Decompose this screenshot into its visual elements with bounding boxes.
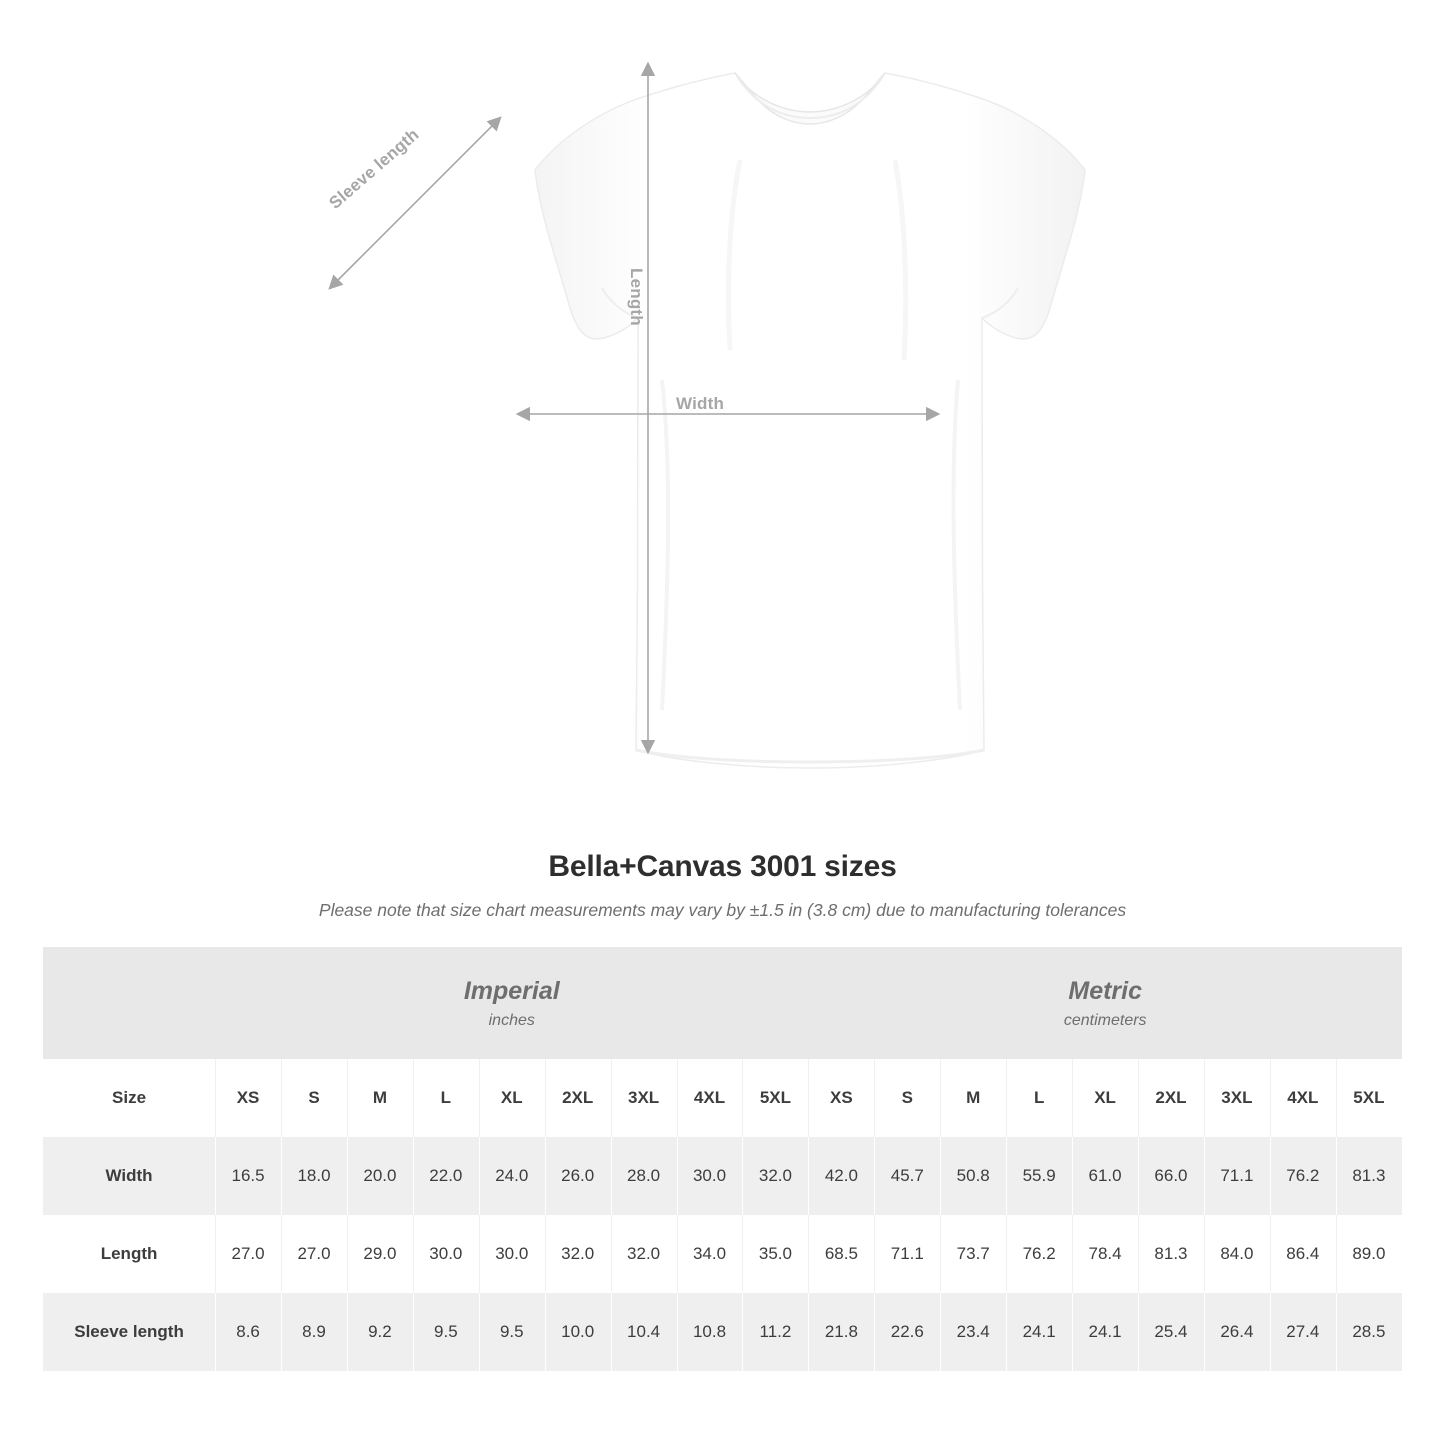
table-cell-width: 18.0: [281, 1137, 347, 1215]
size-col-header: 3XL: [1204, 1059, 1270, 1137]
table-cell-width: 32.0: [742, 1137, 808, 1215]
table-cell-sleeve: 26.4: [1204, 1293, 1270, 1371]
table-cell-sleeve: 8.6: [215, 1293, 281, 1371]
dimension-label-sleeve-length: Sleeve length: [325, 124, 423, 213]
table-cell-sleeve: 11.2: [742, 1293, 808, 1371]
table-cell-width: 55.9: [1006, 1137, 1072, 1215]
size-col-header: L: [413, 1059, 479, 1137]
table-cell-width: 61.0: [1072, 1137, 1138, 1215]
table-cell-length: 81.3: [1138, 1215, 1204, 1293]
unit-name-metric: Metric: [1068, 977, 1143, 1006]
table-cell-sleeve: 28.5: [1336, 1293, 1402, 1371]
table-cell-width: 20.0: [347, 1137, 413, 1215]
size-col-header: L: [1006, 1059, 1072, 1137]
size-col-header: M: [347, 1059, 413, 1137]
size-col-header: S: [874, 1059, 940, 1137]
table-cell-length: 84.0: [1204, 1215, 1270, 1293]
table-cell-sleeve: 23.4: [940, 1293, 1006, 1371]
table-cell-sleeve: 8.9: [281, 1293, 347, 1371]
page-title: Bella+Canvas 3001 sizes: [548, 850, 897, 883]
size-table-wrapper: [43, 947, 1402, 1371]
table-cell-length: 29.0: [347, 1215, 413, 1293]
table-cell-width: 22.0: [413, 1137, 479, 1215]
dimension-label-length: Length: [627, 268, 646, 326]
table-row-width: [43, 1137, 1402, 1215]
table-cell-width: 71.1: [1204, 1137, 1270, 1215]
table-cell-width: 50.8: [940, 1137, 1006, 1215]
size-col-header: 4XL: [1270, 1059, 1336, 1137]
row-label-length: Length: [43, 1215, 215, 1293]
size-col-header: XS: [808, 1059, 874, 1137]
tshirt-icon: [310, 50, 1110, 790]
table-cell-length: 68.5: [808, 1215, 874, 1293]
table-cell-width: 45.7: [874, 1137, 940, 1215]
table-cell-width: 66.0: [1138, 1137, 1204, 1215]
size-col-header: 3XL: [611, 1059, 677, 1137]
size-col-header: M: [940, 1059, 1006, 1137]
table-cell-length: 73.7: [940, 1215, 1006, 1293]
table-cell-sleeve: 21.8: [808, 1293, 874, 1371]
dimension-label-width: Width: [676, 394, 725, 413]
table-row-sleeve-length: [43, 1293, 1402, 1371]
table-cell-length: 30.0: [479, 1215, 545, 1293]
unit-header-metric: [808, 947, 1402, 1059]
table-cell-sleeve: 24.1: [1006, 1293, 1072, 1371]
table-cell-length: 34.0: [677, 1215, 743, 1293]
table-cell-length: 86.4: [1270, 1215, 1336, 1293]
size-col-header: S: [281, 1059, 347, 1137]
table-cell-length: 27.0: [215, 1215, 281, 1293]
table-cell-length: 78.4: [1072, 1215, 1138, 1293]
table-cell-width: 42.0: [808, 1137, 874, 1215]
size-table: [43, 947, 1402, 1371]
table-cell-sleeve: 10.4: [611, 1293, 677, 1371]
table-row-size: [43, 1059, 1402, 1137]
title-block: [0, 850, 1445, 921]
table-cell-length: 89.0: [1336, 1215, 1402, 1293]
size-col-header: XL: [1072, 1059, 1138, 1137]
unit-sub-metric: centimeters: [1063, 1011, 1147, 1029]
table-cell-width: 28.0: [611, 1137, 677, 1215]
table-cell-width: 16.5: [215, 1137, 281, 1215]
table-cell-sleeve: 10.8: [677, 1293, 743, 1371]
table-cell-length: 35.0: [742, 1215, 808, 1293]
table-cell-sleeve: 9.5: [479, 1293, 545, 1371]
table-cell-width: 30.0: [677, 1137, 743, 1215]
size-col-header: 2XL: [545, 1059, 611, 1137]
unit-header-spacer: [43, 947, 215, 1059]
size-col-header: XL: [479, 1059, 545, 1137]
size-col-header: 2XL: [1138, 1059, 1204, 1137]
table-cell-sleeve: 25.4: [1138, 1293, 1204, 1371]
size-col-header: 5XL: [1336, 1059, 1402, 1137]
row-label-sleeve-length: Sleeve length: [43, 1293, 215, 1371]
table-cell-sleeve: 9.5: [413, 1293, 479, 1371]
table-cell-sleeve: 24.1: [1072, 1293, 1138, 1371]
unit-header-imperial: [215, 947, 808, 1059]
table-cell-width: 81.3: [1336, 1137, 1402, 1215]
size-col-header: XS: [215, 1059, 281, 1137]
unit-sub-imperial: inches: [488, 1011, 535, 1029]
table-cell-sleeve: 22.6: [874, 1293, 940, 1371]
table-cell-width: 76.2: [1270, 1137, 1336, 1215]
table-cell-sleeve: 27.4: [1270, 1293, 1336, 1371]
table-cell-width: 24.0: [479, 1137, 545, 1215]
row-label-width: Width: [43, 1137, 215, 1215]
table-cell-sleeve: 9.2: [347, 1293, 413, 1371]
table-cell-length: 71.1: [874, 1215, 940, 1293]
table-cell-length: 30.0: [413, 1215, 479, 1293]
size-col-header: 4XL: [677, 1059, 743, 1137]
tolerance-note: Please note that size chart measurements may vary by ±1.5 in (3.8 cm) due to manufacturing tolerances: [318, 900, 1127, 920]
table-cell-sleeve: 10.0: [545, 1293, 611, 1371]
size-col-header: 5XL: [742, 1059, 808, 1137]
unit-name-imperial: Imperial: [463, 977, 560, 1006]
table-row-length: [43, 1215, 1402, 1293]
table-cell-width: 26.0: [545, 1137, 611, 1215]
row-label-size: Size: [43, 1059, 215, 1137]
unit-header-row: [43, 947, 1402, 1059]
table-cell-length: 32.0: [611, 1215, 677, 1293]
table-cell-length: 76.2: [1006, 1215, 1072, 1293]
table-cell-length: 27.0: [281, 1215, 347, 1293]
table-cell-length: 32.0: [545, 1215, 611, 1293]
